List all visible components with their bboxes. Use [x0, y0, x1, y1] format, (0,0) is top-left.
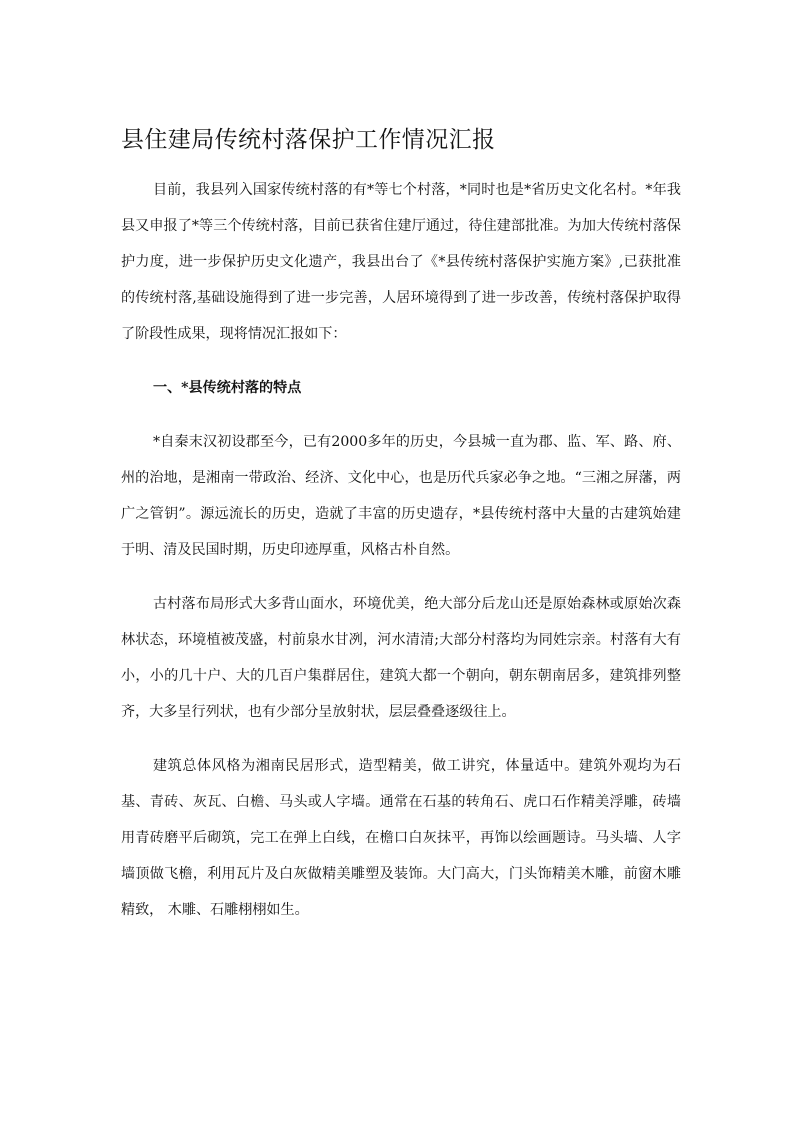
architecture-paragraph: 建筑总体风格为湘南民居形式，造型精美，做工讲究，体量适中。建筑外观均为石基、青砖、灰瓦、白檐、马头或人字墙。通常在石基的转角石、虎口石作精美浮雕，砖墙用青砖磨平后砌筑，完工在弹上白线，在檐口白灰抹平，再饰以绘画题诗。马头墙、人字墙顶做飞檐，利用瓦片及白灰做精美雕塑及装饰。大门高大，门头饰精美木雕，前窗木雕精致， 木雕、石雕栩栩如生。 — [121, 758, 681, 918]
section-heading: 一、*县传统村落的特点 — [153, 380, 302, 396]
layout-paragraph: 古村落布局形式大多背山面水，环境优美，绝大部分后龙山还是原始森林或原始次森林状态，环境植被茂盛，村前泉水甘冽，河水清清;大部分村落均为同姓宗亲。村落有大有小，小的几十户、大的几百户集群居住，建筑大都一个朝向，朝东朝南居多，建筑排列整齐，大多呈行列状，也有少部分呈放射状，层层叠叠逐级往上。 — [121, 596, 681, 720]
document-body — [121, 172, 681, 946]
history-paragraph: *自秦末汉初设郡至今，已有2000多年的历史，今县城一直为郡、监、军、路、府、州的治地，是湘南一带政治、经济、文化中心，也是历代兵家必争之地。“三湘之屏藩，两广之管钥”。源远流长的历史，造就了丰富的历史遗存，*县传统村落中大量的古建筑始建于明、清及民国时期，历史印迹厚重，风格古朴自然。 — [121, 434, 681, 558]
intro-paragraph: 目前，我县列入国家传统村落的有*等七个村落，*同时也是*省历史文化名村。*年我县又申报了*等三个传统村落，目前已获省住建厅通过，待住建部批准。为加大传统村落保护力度，进一步保护历史文化遗产，我县出台了《*县传统村落保护实施方案》,已获批准的传统村落,基础设施得到了进一步完善，人居环境得到了进一步改善，传统村落保护取得了阶段性成果，现将情况汇报如下： — [121, 182, 681, 342]
document-title: 县住建局传统村落保护工作情况汇报 — [121, 127, 496, 153]
